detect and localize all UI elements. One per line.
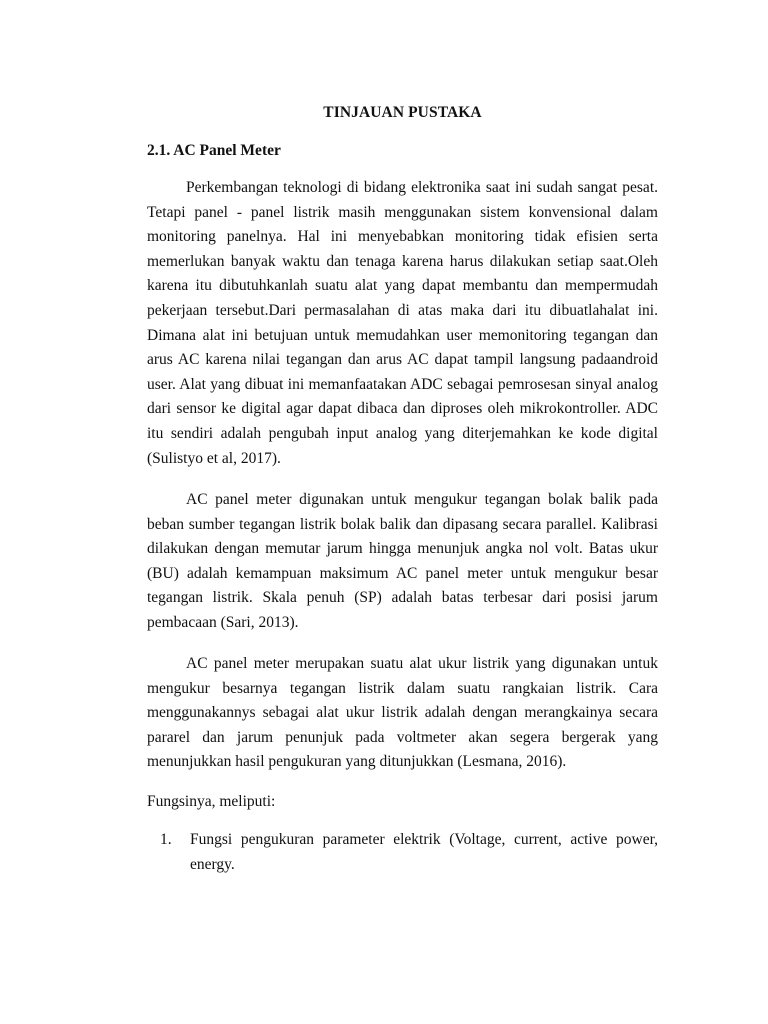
section-heading: 2.1. AC Panel Meter — [147, 142, 281, 159]
list-item-number: 1. — [160, 831, 172, 848]
paragraph-3: AC panel meter merupakan suatu alat ukur listrik yang digunakan untuk mengukur besarnya tegangan listrik dalam suatu rangkaian listrik. Cara menggunakannys sebagai alat ukur listrik adalah dengan merangkainya secara pararel dan jarum penunjuk pada voltmeter akan segera bergerak yang menunjukkan hasil pengukuran yang ditunjukkan (Lesmana, 2016). — [147, 655, 658, 771]
paragraph-2: AC panel meter digunakan untuk mengukur tegangan bolak balik pada beban sumber tegangan listrik bolak balik dan dipasang secara parallel. Kalibrasi dilakukan dengan memutar jarum hingga menunjuk angka nol volt. Batas ukur (BU) adalah kemampuan maksimum AC panel meter untuk mengukur besar tegangan listrik. Skala penuh (SP) adalah batas terbesar dari posisi jarum pembacaan (Sari, 2013). — [147, 491, 658, 631]
paragraph-1: Perkembangan teknologi di bidang elektronika saat ini sudah sangat pesat. Tetapi panel - panel listrik masih menggunakan sistem konvensional dalam monitoring panelnya. Hal ini menyebabkan monitoring tidak efisien serta memerlukan banyak waktu dan tenaga karena harus dilakukan setiap saat.Oleh karena itu dibutuhkanlah suatu alat yang dapat membantu dan mempermudah pekerjaan tersebut.Dari permasalahan di atas maka dari itu dibuatlahalat ini. Dimana alat ini betujuan untuk memudahkan user memonitoring tegangan dan arus AC karena nilai tegangan dan arus AC dapat tampil langsung padaandroid user. Alat yang dibuat ini memanfaatakan ADC sebagai pemrosesan sinyal analog dari sensor ke digital agar dapat dibaca dan diproses oleh mikrokontroller. ADC itu sendiri adalah pengubah input analog yang diterjemahkan ke kode digital (Sulistyo et al, 2017). — [147, 179, 658, 467]
functions-intro: Fungsinya, meliputi: — [147, 793, 276, 810]
list-item-text: Fungsi pengukuran parameter elektrik (Voltage, current, active power, energy. — [190, 831, 658, 873]
page-title: TINJAUAN PUSTAKA — [323, 104, 482, 121]
list-item — [160, 828, 658, 877]
